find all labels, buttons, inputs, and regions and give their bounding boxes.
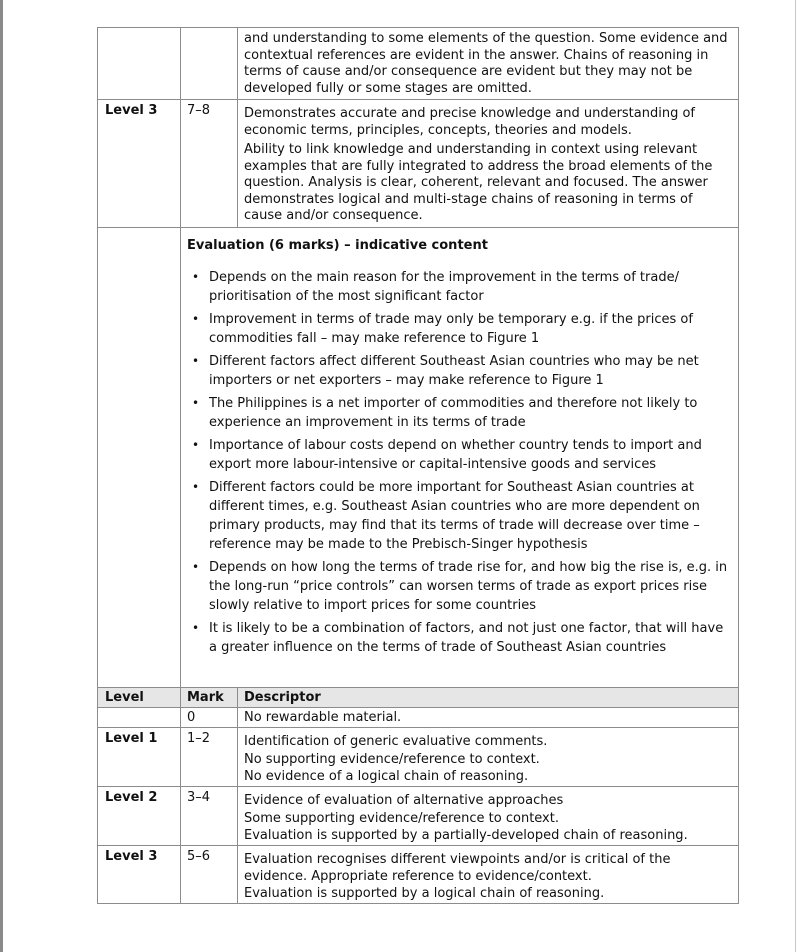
descriptor-cell xyxy=(238,728,739,787)
bullet-icon: • xyxy=(192,480,200,494)
analysis-row-level-3 xyxy=(98,100,739,228)
mark-cell: 1–2 xyxy=(181,728,238,787)
bullet-icon: • xyxy=(192,560,200,574)
bullet-icon: • xyxy=(192,354,200,368)
level-cell: Level 3 xyxy=(98,100,181,228)
list-item-text: Different factors could be more important for Southeast Asian countries at different times, e.g. Southeast Asian countries who are more dependent on primary products, may find that its terms of trade will decrease over time – reference may be made to the Prebisch-Singer hypothesis xyxy=(209,480,700,552)
evaluation-heading: Evaluation (6 marks) – indicative content xyxy=(187,237,488,253)
descriptor-text: and understanding to some elements of the question. Some evidence and contextual references are evident in the answer. Chains of reasoning in terms of cause and/or consequence are evident but they may not be developed fully or some stages are omitted. xyxy=(244,31,728,96)
mark-scheme-table xyxy=(97,27,739,904)
level-cell xyxy=(98,708,181,728)
bullet-icon: • xyxy=(192,396,200,410)
descriptor-text: Demonstrates accurate and precise knowledge and understanding of economic terms, principles, concepts, theories and models. xyxy=(244,106,696,138)
list-item-text: Depends on the main reason for the improvement in the terms of trade/ prioritisation of the most significant factor xyxy=(209,270,679,304)
header-level: Level xyxy=(98,688,181,708)
level-cell xyxy=(98,28,181,100)
level-cell: Level 2 xyxy=(98,787,181,846)
bullet-icon: • xyxy=(192,438,200,452)
evaluation-content-cell xyxy=(181,227,739,688)
list-item-text: The Philippines is a net importer of commodities and therefore not likely to experience an improvement in its terms of trade xyxy=(209,396,698,430)
mark-cell: 5–6 xyxy=(181,846,238,904)
bullet-icon: • xyxy=(192,312,200,326)
list-item-text: Depends on how long the terms of trade rise for, and how big the rise is, e.g. in the long-run “price controls” can worsen terms of trade as export prices rise slowly relative to import prices for some countries xyxy=(209,560,728,613)
list-item-text: Importance of labour costs depend on whether country tends to import and export more labour-intensive or capital-intensive goods and services xyxy=(209,438,702,472)
mark-cell: 0 xyxy=(181,708,238,728)
list-item-text: It is likely to be a combination of factors, and not just one factor, that will have a greater influence on the terms of trade of Southeast Asian countries xyxy=(209,621,724,655)
descriptor-text: Identification of generic evaluative comments. xyxy=(244,734,548,749)
evaluation-row-level-3 xyxy=(98,846,739,904)
descriptor-text: Evaluation is supported by a partially-developed chain of reasoning. xyxy=(244,828,688,843)
list-item xyxy=(187,352,730,390)
descriptor-cell xyxy=(238,846,739,904)
descriptor-cell xyxy=(238,787,739,846)
mark-scheme-page xyxy=(97,27,738,904)
window-right-edge xyxy=(795,0,796,952)
list-item xyxy=(187,558,730,615)
bullet-icon: • xyxy=(192,270,200,284)
descriptor-text: Evaluation is supported by a logical chain of reasoning. xyxy=(244,886,605,901)
evaluation-table-header xyxy=(98,688,739,708)
evaluation-bullet-list xyxy=(187,268,730,657)
bullet-icon: • xyxy=(192,621,200,635)
level-cell: Level 1 xyxy=(98,728,181,787)
list-item xyxy=(187,619,730,657)
list-item-text: Different factors affect different Southeast Asian countries who may be net importers or net exporters – may make reference to Figure 1 xyxy=(209,354,699,388)
list-item xyxy=(187,310,730,348)
descriptor-cell xyxy=(238,100,739,228)
evaluation-row-level-2 xyxy=(98,787,739,846)
list-item xyxy=(187,478,730,554)
mark-cell: 3–4 xyxy=(181,787,238,846)
descriptor-cell xyxy=(238,28,739,100)
header-mark: Mark xyxy=(181,688,238,708)
mark-cell xyxy=(181,28,238,100)
window-left-edge xyxy=(0,0,3,952)
descriptor-text: No evidence of a logical chain of reasoning. xyxy=(244,769,529,784)
descriptor-text: Evidence of evaluation of alternative approaches xyxy=(244,793,564,808)
descriptor-text: No supporting evidence/reference to context. xyxy=(244,752,540,767)
mark-cell: 7–8 xyxy=(181,100,238,228)
evaluation-row-level-1 xyxy=(98,728,739,787)
list-item-text: Improvement in terms of trade may only be temporary e.g. if the prices of commodities fall – may make reference to Figure 1 xyxy=(209,312,693,346)
descriptor-cell xyxy=(238,708,739,728)
analysis-row-continued xyxy=(98,28,739,100)
descriptor-text: No rewardable material. xyxy=(244,710,402,725)
level-cell: Level 3 xyxy=(98,846,181,904)
empty-level-cell xyxy=(98,227,181,688)
evaluation-row-0 xyxy=(98,708,739,728)
list-item xyxy=(187,394,730,432)
descriptor-text: Some supporting evidence/reference to context. xyxy=(244,811,559,826)
list-item xyxy=(187,436,730,474)
header-descriptor: Descriptor xyxy=(238,688,739,708)
descriptor-text: Evaluation recognises different viewpoints and/or is critical of the evidence. Appropriate reference to evidence/context. xyxy=(244,852,671,884)
list-item xyxy=(187,268,730,306)
evaluation-content-row xyxy=(98,227,739,688)
descriptor-text: Ability to link knowledge and understanding in context using relevant examples that are fully integrated to address the broad elements of the question. Analysis is clear, coherent, relevant and focused. The answer demonstrates logical and multi-stage chains of reasoning in terms of cause and/or consequence. xyxy=(244,142,713,223)
